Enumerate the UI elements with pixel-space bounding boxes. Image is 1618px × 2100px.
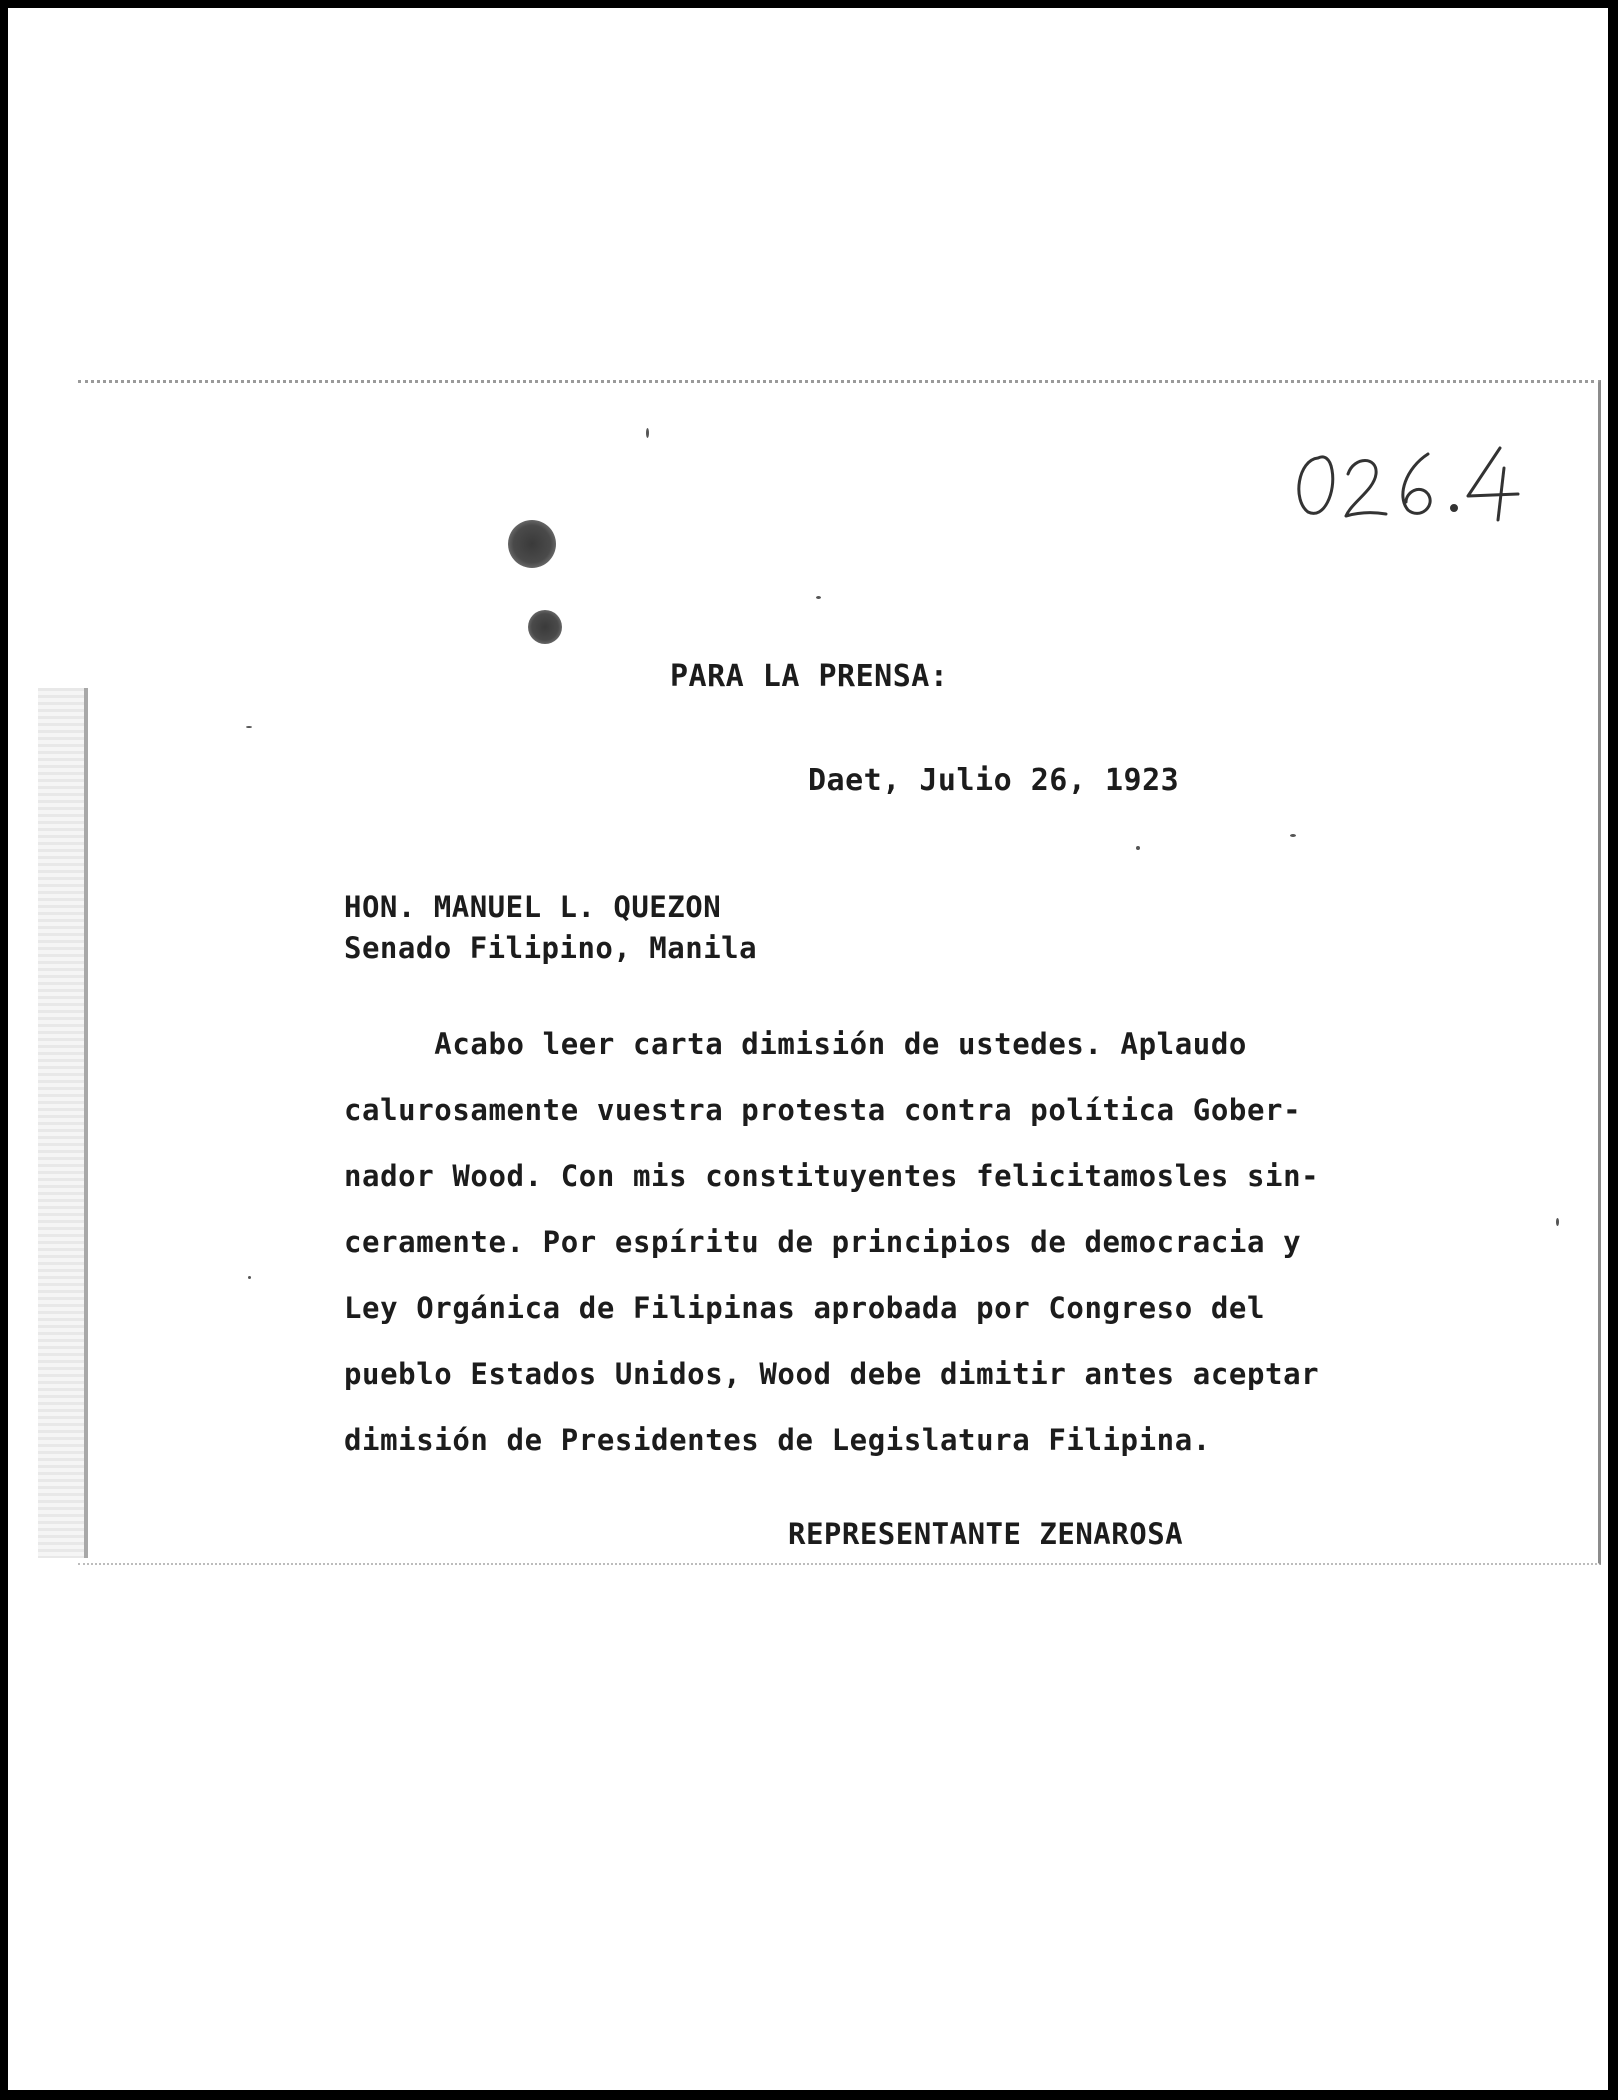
speck (646, 428, 649, 438)
body-line: ceramente. Por espíritu de principios de democracia y (344, 1225, 1302, 1259)
speck (246, 726, 252, 728)
press-heading: PARA LA PRENSA: (670, 659, 949, 694)
body-line: calurosamente vuestra protesta contra política Gober- (344, 1093, 1302, 1127)
handwritten-archive-number (1278, 440, 1538, 526)
dateline: Daet, Julio 26, 1923 (808, 763, 1180, 798)
punch-hole-bottom (528, 610, 562, 644)
body-line: Ley Orgánica de Filipinas aprobada por Congreso del (344, 1291, 1266, 1325)
body-line: pueblo Estados Unidos, Wood debe dimitir antes aceptar (344, 1357, 1320, 1391)
addressee-location: Senado Filipino, Manila (344, 931, 758, 965)
speck (1556, 1218, 1559, 1226)
addressee-name: HON. MANUEL L. QUEZON (344, 890, 722, 924)
document-page (8, 8, 1608, 2090)
body-line: Acabo leer carta dimisión de ustedes. Aplaudo (344, 1027, 1247, 1061)
speck (816, 596, 821, 599)
signature: REPRESENTANTE ZENAROSA (788, 1517, 1184, 1551)
speck (248, 1276, 251, 1279)
speck (1136, 846, 1140, 850)
punch-hole-top (508, 520, 556, 568)
body-line: dimisión de Presidentes de Legislatura Filipina. (344, 1423, 1211, 1457)
body-line: nador Wood. Con mis constituyentes felicitamosles sin- (344, 1159, 1320, 1193)
speck (1290, 834, 1296, 837)
